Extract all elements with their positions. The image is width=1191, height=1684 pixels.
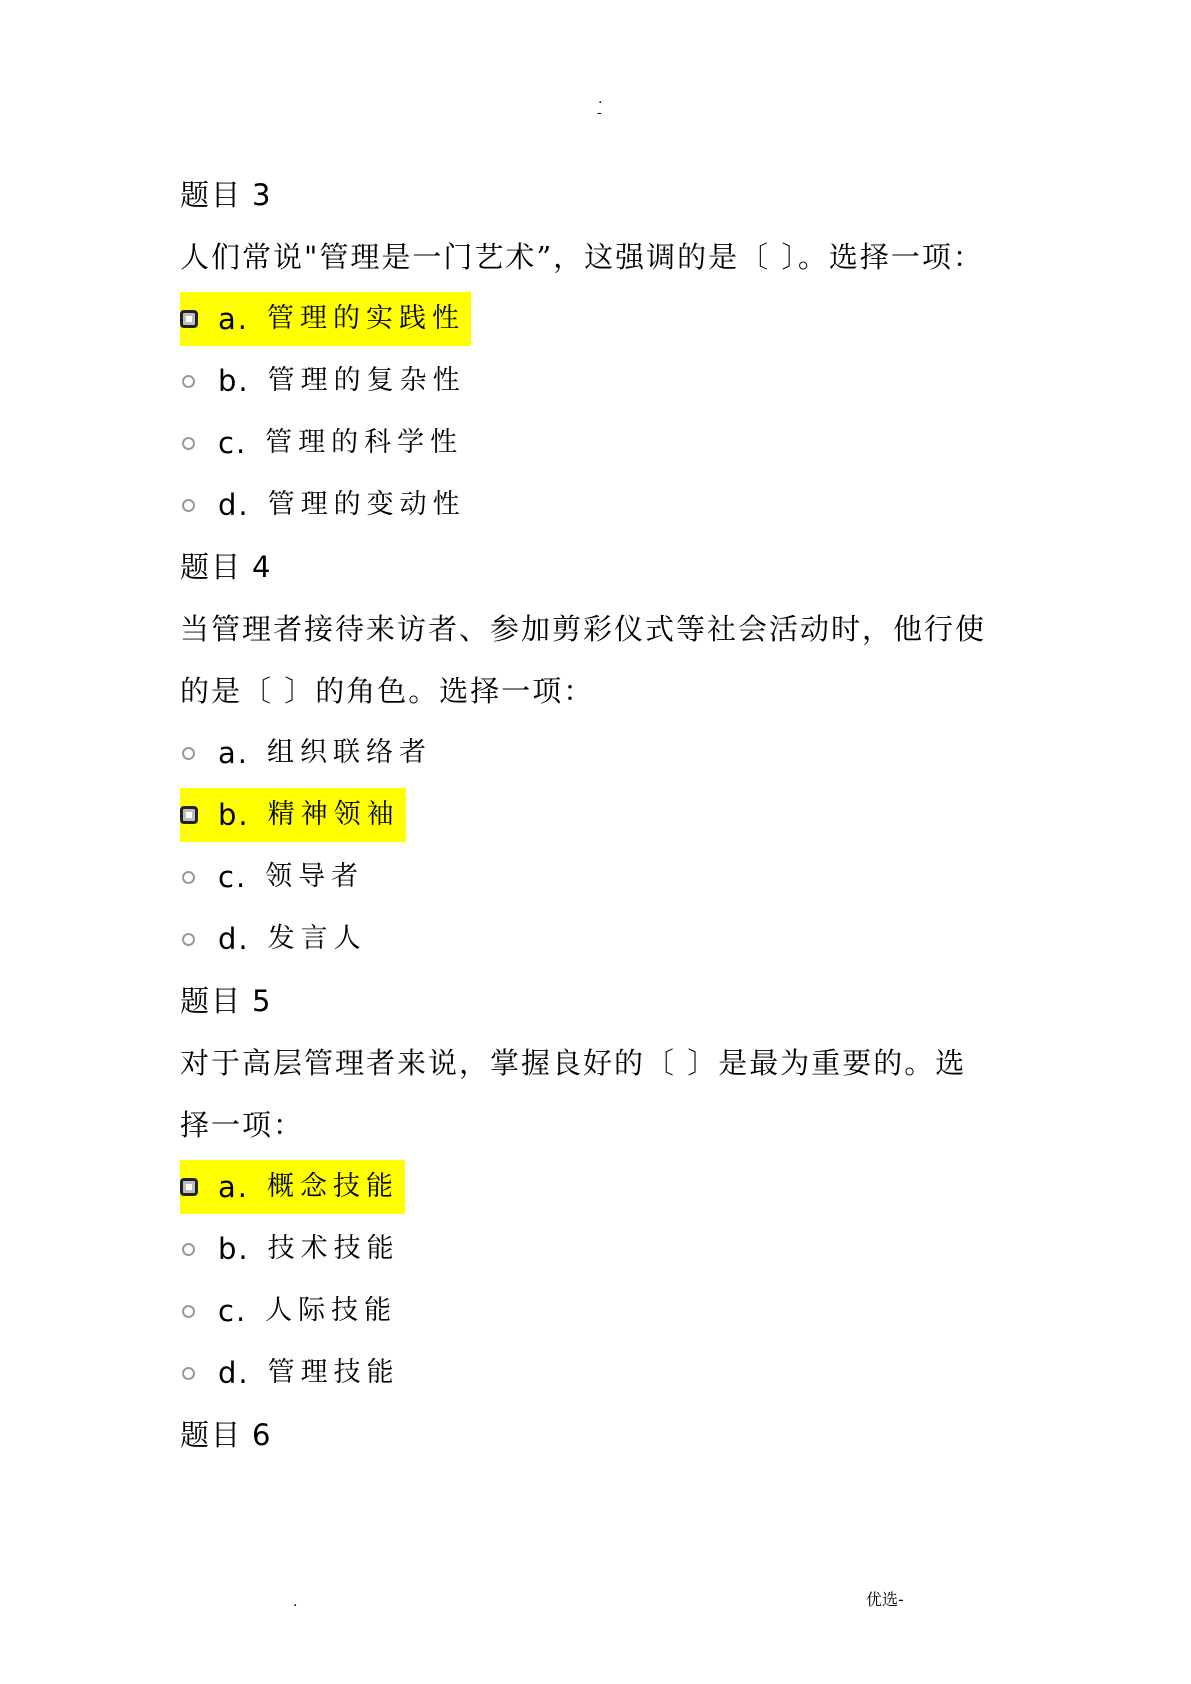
option-text: 发言人 (267, 923, 367, 954)
question-stem-line: 择一项： (180, 1108, 305, 1142)
footer-dot: . (293, 1594, 298, 1610)
question-label: 题目 (180, 550, 243, 584)
answer-option-body (180, 726, 438, 780)
option-text: 领导者 (265, 861, 365, 892)
radio-unchecked-icon[interactable] (182, 499, 195, 512)
selected-answer-highlight (180, 1160, 405, 1214)
answer-option-body (180, 850, 370, 904)
answer-option-body (180, 1284, 403, 1338)
answer-option[interactable] (180, 1218, 1040, 1280)
question-heading (180, 164, 1040, 226)
radio-unchecked-icon[interactable] (182, 1243, 195, 1256)
question-block (180, 970, 1040, 1404)
radio-unchecked-icon[interactable] (182, 437, 195, 450)
header-dot: . (598, 91, 603, 107)
answer-option[interactable] (180, 350, 1040, 412)
answer-option[interactable] (180, 722, 1040, 784)
answer-option[interactable] (180, 1156, 1040, 1218)
header-dash: - (597, 105, 602, 121)
answer-option[interactable] (180, 288, 1040, 350)
answer-option-body (180, 912, 373, 966)
question-stem-line: 的是〔 〕的角色。选择一项： (180, 674, 595, 708)
radio-checked-icon[interactable] (180, 1178, 198, 1196)
answer-option-body (180, 1346, 406, 1400)
question-label: 题目 (180, 178, 243, 212)
question-list (180, 164, 1040, 1466)
question-heading (180, 1404, 1040, 1466)
question-number: 4 (252, 550, 273, 584)
answer-option[interactable] (180, 1342, 1040, 1404)
option-text: 管理的科学性 (265, 427, 464, 458)
question-stem (180, 226, 1040, 288)
question-stem (180, 598, 1040, 722)
option-letter: b. (218, 1232, 250, 1266)
option-letter: b. (218, 364, 250, 398)
question-stem (180, 1032, 1040, 1156)
question-label: 题目 (180, 1418, 243, 1452)
option-letter: a. (218, 1170, 249, 1204)
option-text: 管理的变动性 (267, 489, 466, 520)
option-letter: a. (218, 302, 249, 336)
answer-option[interactable] (180, 412, 1040, 474)
question-number: 5 (252, 984, 273, 1018)
answer-option[interactable] (180, 1280, 1040, 1342)
answer-option[interactable] (180, 784, 1040, 846)
option-letter: d. (218, 1356, 250, 1390)
answer-option-body (180, 1222, 406, 1276)
question-block (180, 1404, 1040, 1466)
question-number: 6 (252, 1418, 273, 1452)
option-text: 组织联络者 (267, 737, 432, 768)
answer-option[interactable] (180, 846, 1040, 908)
selected-answer-highlight (180, 788, 406, 842)
answer-option[interactable] (180, 908, 1040, 970)
option-letter: a. (218, 736, 249, 770)
radio-unchecked-icon[interactable] (182, 871, 195, 884)
radio-unchecked-icon[interactable] (182, 375, 195, 388)
radio-unchecked-icon[interactable] (182, 933, 195, 946)
question-number: 3 (252, 178, 273, 212)
option-text: 技术技能 (267, 1233, 400, 1264)
option-letter: b. (218, 798, 250, 832)
option-letter: c. (218, 426, 248, 460)
option-text: 管理的实践性 (267, 303, 465, 334)
radio-unchecked-icon[interactable] (182, 1367, 195, 1380)
question-stem-line: 人们常说"管理是一门艺术”，这强调的是〔 〕。选择一项： (180, 240, 984, 274)
question-label: 题目 (180, 984, 243, 1018)
answer-option[interactable] (180, 474, 1040, 536)
question-block (180, 536, 1040, 970)
question-stem-line: 对于高层管理者来说，掌握良好的〔 〕是最为重要的。选 (180, 1046, 967, 1080)
option-letter: d. (218, 922, 250, 956)
answer-option-body (180, 478, 472, 532)
option-text: 精神领袖 (267, 799, 400, 830)
answer-option-body (180, 416, 469, 470)
footer-text: 优选- (866, 1590, 904, 1609)
option-text: 人际技能 (265, 1295, 398, 1326)
radio-checked-icon[interactable] (180, 806, 198, 824)
radio-unchecked-icon[interactable] (182, 747, 195, 760)
question-stem-line: 当管理者接待来访者、参加剪彩仪式等社会活动时，他行使 (180, 612, 987, 646)
option-text: 管理技能 (267, 1357, 400, 1388)
radio-checked-icon[interactable] (180, 310, 198, 328)
question-block (180, 164, 1040, 536)
option-letter: d. (218, 488, 250, 522)
question-heading (180, 536, 1040, 598)
option-letter: c. (218, 1294, 248, 1328)
answer-option-body (180, 354, 472, 408)
option-text: 管理的复杂性 (267, 365, 466, 396)
radio-unchecked-icon[interactable] (182, 1305, 195, 1318)
option-text: 概念技能 (267, 1171, 399, 1202)
selected-answer-highlight (180, 292, 471, 346)
question-heading (180, 970, 1040, 1032)
option-letter: c. (218, 860, 248, 894)
